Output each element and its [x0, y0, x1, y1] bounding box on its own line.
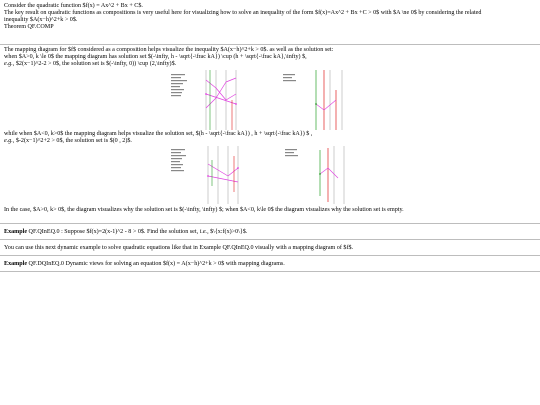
intro-line-4[interactable]: Theorem QF.COMP	[4, 24, 54, 30]
example-dqinq	[4, 261, 285, 268]
mapping-diagram-b2	[282, 146, 352, 204]
mapping-line-5	[4, 138, 132, 145]
mapping-line-2: when $A>0, k \le 0$ the mapping diagram has solution set $(-\infty, h - \sqrt{-\frac kA}) \cup (h + \sqrt{-\frac kA},\infty) $,	[4, 54, 307, 60]
mapping-line-1: The mapping diagram for $f$ considered as a composition helps visualize the inequality $A(x−h)^2+k > 0$. as well as the solution set:	[4, 47, 334, 53]
divider	[0, 271, 540, 272]
example-label: Example	[4, 229, 28, 235]
intro-line-1: Consider the quadratic function $f(x) = Ax^2 + Bx + C$.	[4, 3, 143, 9]
example-qinq	[4, 229, 247, 236]
divider	[0, 223, 540, 224]
mapping-line-4: while when $A<0, k>0$ the mapping diagram helps visualize the solution set, $(h - \sqrt{-\frac kA}) , h + \sqrt{-\frac kA}) $ ,	[4, 131, 313, 137]
eg-label: e.g.,	[4, 138, 15, 144]
example-text: QF.QInEQ.0 : Suppose $f(x)=2(x-1)^2 - 8 > 0$. Find the solution set,	[27, 229, 200, 235]
mapping-line-3	[4, 61, 176, 68]
intro-line-3: inequality $A(x−h)^2+k > 0$.	[4, 17, 78, 23]
mapping-line-3-text: $2(x−1)^2-2 > 0$, the solution set is $(-\infty, 0)) \cup (2,\infty)$.	[14, 61, 177, 67]
intro-line-2: The key result on quadratic functions as compositions is very useful here for visualizing how to solve an inequality of the form $f(x)=Ax^2 + Bx +C > 0$ with $A \ne 0$ by considering the related	[4, 10, 482, 16]
mapping-diagram-a2	[280, 70, 352, 130]
mapping-diagram-b1	[168, 146, 258, 204]
mapping-line-6: In the case, $A>0, k> 0$, the diagram visualizes why the solution set is $(-\infty, \infty) $; when $A<0, k\le 0$ the diagram visualizes why the solution set is empty.	[4, 207, 404, 213]
example-label: Example	[4, 261, 28, 267]
example-text: QF.DQInEQ.0 Dynamic views for solving an equation $f(x) = A(x−h)^2+k > 0$ with mapping diagrams.	[27, 261, 285, 267]
next-line: You can use this next dynamic example to solve quadratic equations like that in Example QF.QInEQ.0 visually with a mapping diagram of $f$.	[4, 245, 354, 251]
divider	[0, 255, 540, 256]
eg-label: e.g.,	[4, 61, 15, 67]
mapping-diagram-a1	[168, 70, 258, 130]
divider	[0, 44, 540, 45]
example-tail: $\{x:f(x)>0\}$.	[208, 229, 248, 235]
mapping-line-5-text: $-2(x−1)^2+2 > 0$, the solution set is $(0 , 2)$.	[14, 138, 132, 144]
ie-label: i.e.,	[199, 229, 209, 235]
divider	[0, 239, 540, 240]
